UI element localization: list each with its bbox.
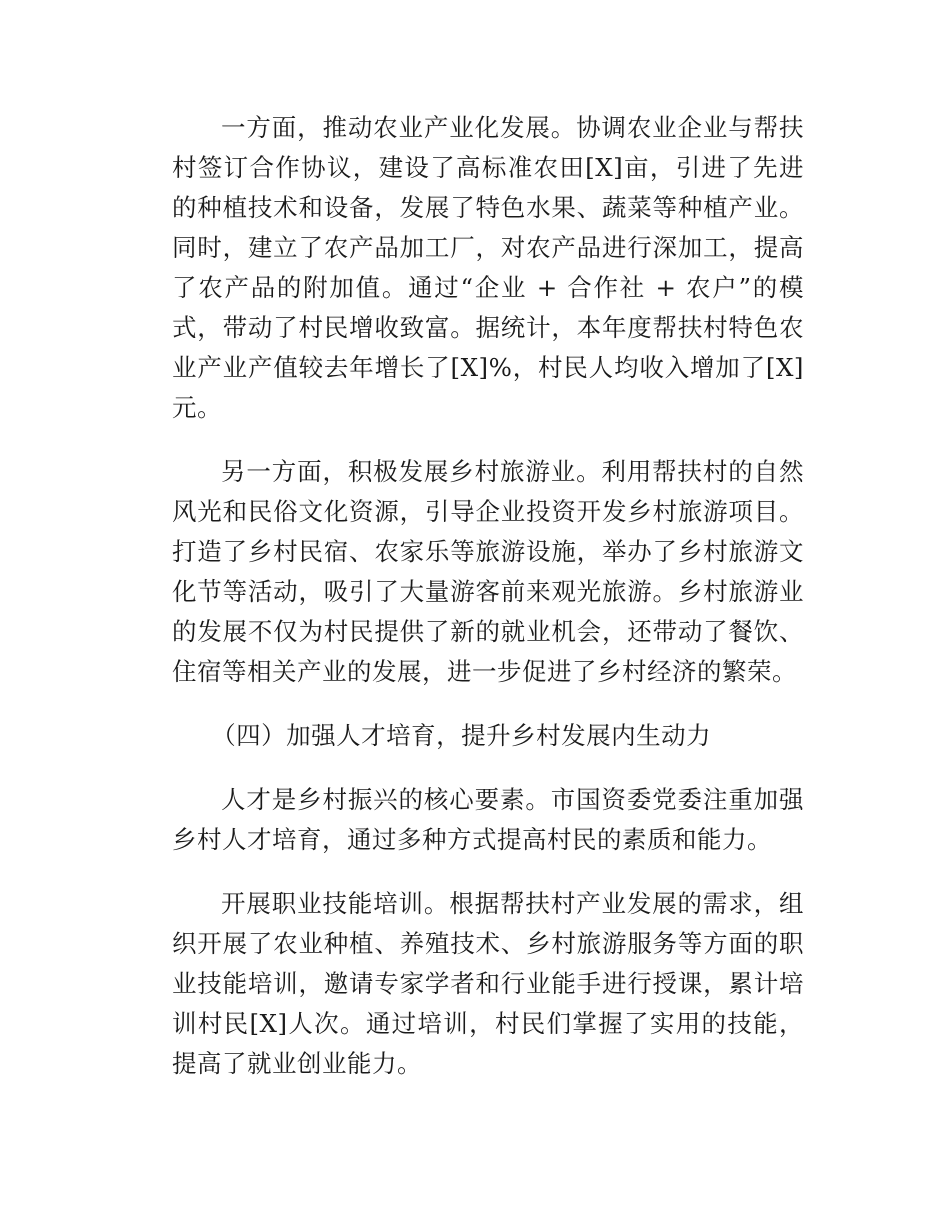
paragraph-agri-industrialization: 一方面，推动农业产业化发展。协调农业企业与帮扶村签订合作协议，建设了高标准农田[X]亩，引进了先进的种植技术和设备，发展了特色水果、蔬菜等种植产业。同时，建立了农产品加工厂，对农产品进行深加工，提高了农产品的附加值。通过“企业 + 合作社 + 农户”的模式，带动了村民增收致富。据统计，本年度帮扶村特色农业产业产值较去年增长了[X]%，村民人均收入增加了[X]元。 [172, 113, 804, 422]
section-heading-talent: （四）加强人才培育，提升乡村发展内生动力 [211, 721, 712, 750]
paragraph-talent-core: 人才是乡村振兴的核心要素。市国资委党委注重加强乡村人才培育，通过多种方式提高村民的素质和能力。 [172, 785, 804, 854]
paragraph-rural-tourism: 另一方面，积极发展乡村旅游业。利用帮扶村的自然风光和民俗文化资源，引导企业投资开发乡村旅游项目。打造了乡村民宿、农家乐等旅游设施，举办了乡村旅游文化节等活动，吸引了大量游客前来观光旅游。乡村旅游业的发展不仅为村民提供了新的就业机会，还带动了餐饮、住宿等相关产业的发展，进一步促进了乡村经济的繁荣。 [172, 457, 804, 686]
document-body [172, 108, 804, 1108]
paragraph-vocational-training: 开展职业技能培训。根据帮扶村产业发展的需求，组织开展了农业种植、养殖技术、乡村旅游服务等方面的职业技能培训，邀请专家学者和行业能手进行授课，累计培训村民[X]人次。通过培训，村民们掌握了实用的技能，提高了就业创业能力。 [172, 889, 804, 1078]
